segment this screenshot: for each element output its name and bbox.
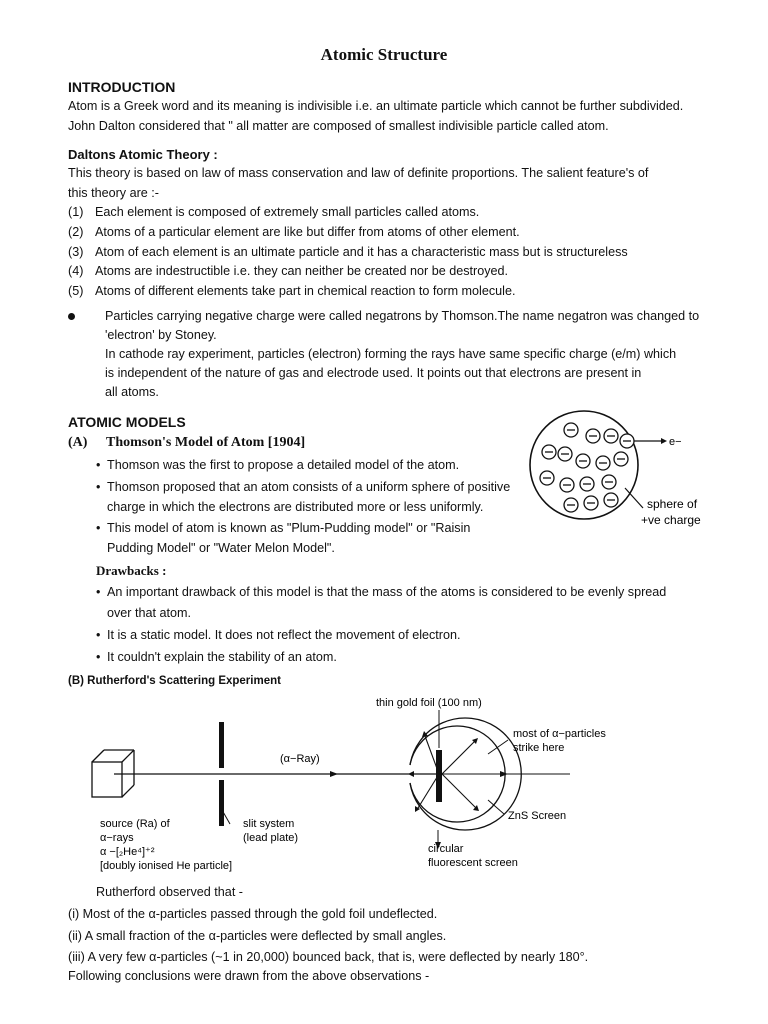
- drawbacks-heading: Drawbacks :: [96, 563, 167, 578]
- strike-pointer: [488, 740, 508, 754]
- slit-plate-top: [219, 722, 224, 768]
- intro-line-1: Atom is a Greek word and its meaning is indivisible i.e. an ultimate particle which cannot be further subdivided.: [68, 99, 684, 113]
- ray-label: (α−Ray): [280, 753, 320, 765]
- source-label: [doubly ionised He particle]: [100, 860, 233, 872]
- observed-intro: Rutherford observed that -: [96, 885, 244, 899]
- note-line: In cathode ray experiment, particles (electron) forming the rays have same specific charge (e/m) which: [105, 347, 677, 361]
- bullet-icon: •: [96, 521, 101, 535]
- intro-line-2: John Dalton considered that " all matter are composed of smallest indivisible particle called atom.: [68, 119, 609, 133]
- introduction-heading: INTRODUCTION: [68, 79, 176, 95]
- dalton-intro-1: This theory is based on law of mass conservation and law of definite proportions. The salient feature's of: [68, 166, 649, 180]
- note-line: all atoms.: [105, 385, 159, 399]
- dalton-intro-2: this theory are :-: [68, 186, 159, 200]
- thomson-label: (A): [68, 435, 88, 450]
- dalton-item-num: (5): [68, 284, 84, 298]
- dalton-item-text: Atoms are indestructible i.e. they can neither be created nor be destroyed.: [95, 264, 509, 278]
- slit-plate-bottom: [219, 780, 224, 826]
- foil-label: thin gold foil (100 nm): [376, 697, 482, 709]
- electron-icon: [604, 493, 618, 507]
- rutherford-diagram: [80, 692, 640, 882]
- electron-icon: [558, 447, 572, 461]
- electron-icon: [602, 475, 616, 489]
- drawback-item: It couldn't explain the stability of an atom.: [107, 650, 337, 664]
- dalton-item-text: Atoms of different elements take part in chemical reaction to form molecule.: [95, 284, 516, 298]
- electron-icon: [560, 478, 574, 492]
- dalton-heading: Daltons Atomic Theory :: [68, 147, 218, 162]
- dalton-item-num: (2): [68, 225, 84, 239]
- ray-arrow-icon: [330, 771, 338, 777]
- electron-icon: [576, 454, 590, 468]
- dalton-item-num: (3): [68, 245, 84, 259]
- thomson-heading: Thomson's Model of Atom [1904]: [106, 435, 306, 450]
- source-label: source (Ra) of: [100, 818, 170, 830]
- electron-icon: [564, 498, 578, 512]
- zns-label: ZnS Screen: [508, 810, 567, 822]
- source-label: α−rays: [100, 832, 134, 844]
- drawback-item-cont: over that atom.: [107, 606, 191, 620]
- rutherford-heading: (B) Rutherford's Scattering Experiment: [68, 675, 281, 687]
- gold-foil: [436, 750, 442, 802]
- observation-item: (ii) A small fraction of the α-particles were deflected by small angles.: [68, 929, 447, 943]
- thomson-bullet: This model of atom is known as "Plum-Pudding model" or "Raisin: [107, 521, 471, 535]
- dalton-item-text: Atom of each element is an ultimate particle and it has a characteristic mass but is structureless: [95, 245, 628, 259]
- electron-icon: [564, 423, 578, 437]
- drawback-item: An important drawback of this model is that the mass of the atoms is considered to be evenly spread: [107, 585, 667, 599]
- conclusion-intro: Following conclusions were drawn from the above observations -: [68, 969, 430, 983]
- circular-label: circular: [428, 843, 464, 855]
- electron-icon: [586, 429, 600, 443]
- scattered-rays: [410, 736, 500, 808]
- bullet-icon: •: [96, 628, 101, 642]
- sphere-label-line: sphere of: [647, 497, 698, 511]
- electron-icon: [542, 445, 556, 459]
- observation-item: (iii) A very few α-particles (~1 in 20,000) bounced back, that is, were deflected by nearly 180°.: [68, 950, 589, 964]
- electron-icon: [614, 452, 628, 466]
- atomic-models-heading: ATOMIC MODELS: [68, 414, 186, 430]
- dalton-item-num: (1): [68, 205, 84, 219]
- note-line: 'electron' by Stoney.: [105, 328, 217, 342]
- electrons: [540, 423, 634, 512]
- page-title: Atomic Structure: [320, 45, 448, 64]
- electron-label: e−: [669, 436, 682, 448]
- strike-label: strike here: [513, 742, 565, 754]
- dalton-item-text: Each element is composed of extremely small particles called atoms.: [95, 205, 480, 219]
- thomson-atom-diagram: [525, 408, 725, 528]
- drawback-item: It is a static model. It does not reflect the movement of electron.: [107, 628, 461, 642]
- thomson-bullet: Thomson was the first to propose a detailed model of the atom.: [107, 458, 460, 472]
- thomson-bullet-cont: charge in which the electrons are distributed more or less uniformly.: [107, 500, 484, 514]
- bullet-icon: •: [96, 480, 101, 494]
- electron-icon: [604, 429, 618, 443]
- electron-icon: [540, 471, 554, 485]
- dalton-item-num: (4): [68, 264, 84, 278]
- dalton-item-text: Atoms of a particular element are like but differ from atoms of other element.: [95, 225, 520, 239]
- electron-icon: [596, 456, 610, 470]
- bullet-icon: •: [96, 585, 101, 599]
- circular-label: fluorescent screen: [428, 857, 518, 869]
- bullet-icon: •: [96, 650, 101, 664]
- bullet-dot-icon: [68, 313, 75, 320]
- electron-icon: [584, 496, 598, 510]
- thomson-bullet-cont: Pudding Model" or "Water Melon Model".: [107, 541, 335, 555]
- sphere-label-line: +ve charge: [641, 513, 701, 527]
- note-line: Particles carrying negative charge were called negatrons by Thomson.The name negatron was changed to: [105, 309, 700, 323]
- thomson-bullet: Thomson proposed that an atom consists of a uniform sphere of positive: [107, 480, 511, 494]
- bullet-icon: •: [96, 458, 101, 472]
- note-line: is independent of the nature of gas and electrode used. It points out that electrons are present in: [105, 366, 642, 380]
- source-label: α −[₂He⁴]⁺²: [100, 846, 155, 858]
- observation-item: (i) Most of the α-particles passed through the gold foil undeflected.: [68, 907, 438, 921]
- slit-label: (lead plate): [243, 832, 299, 844]
- slit-label: slit system: [243, 818, 295, 830]
- electron-icon: [620, 434, 634, 448]
- strike-label: most of α−particles: [513, 728, 606, 740]
- electron-icon: [580, 477, 594, 491]
- arrow-head-icon: [661, 438, 667, 444]
